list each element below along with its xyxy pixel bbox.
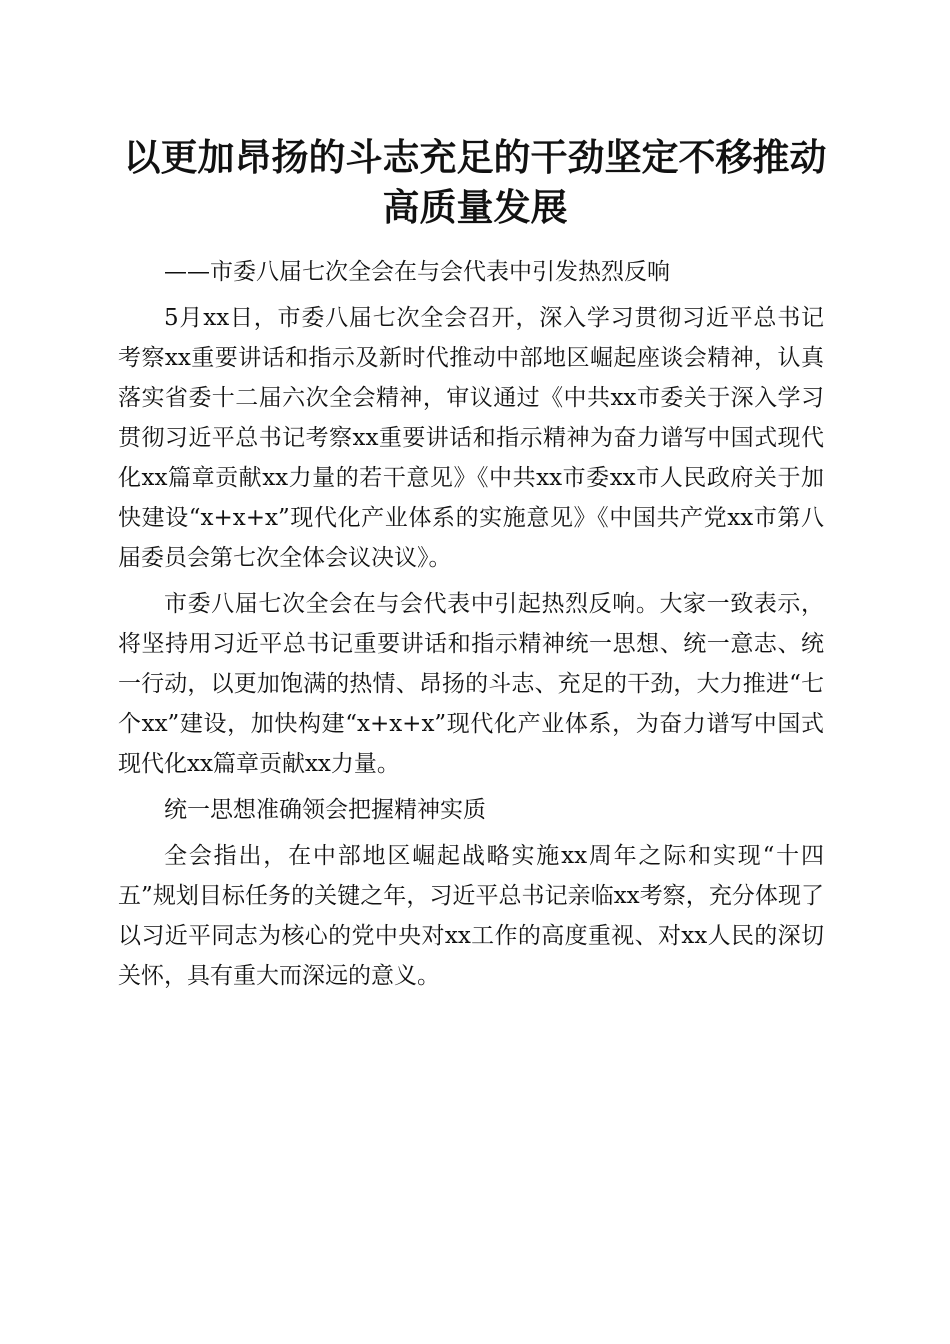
document-subtitle: ——市委八届七次全会在与会代表中引发热烈反响 xyxy=(164,259,670,285)
document-title: 以更加昂扬的斗志充足的干劲坚定不移推动高质量发展 xyxy=(123,135,827,229)
paragraph: 市委八届七次全会在与会代表中引起热烈反响。大家一致表示，将坚持用习近平总书记重要讲话和指示精神统一思想、统一意志、统一行动，以更加饱满的热情、昂扬的斗志、充足的干劲，大力推进“七个xx”建设，加快构建“x+x+x”现代化产业体系，为奋力谱写中国式现代化xx篇章贡献xx力量。 xyxy=(118,591,824,777)
document-body xyxy=(118,252,824,1002)
paragraph: 全会指出，在中部地区崛起战略实施xx周年之际和实现“十四五”规划目标任务的关键之年，习近平总书记亲临xx考察，充分体现了以习近平同志为核心的党中央对xx工作的高度重视、对xx人民的深切关怀，具有重大而深远的意义。 xyxy=(118,843,824,989)
section-heading: 统一思想准确领会把握精神实质 xyxy=(164,797,486,823)
paragraph: 5月xx日，市委八届七次全会召开，深入学习贯彻习近平总书记考察xx重要讲话和指示及新时代推动中部地区崛起座谈会精神，认真落实省委十二届六次全会精神，审议通过《中共xx市委关于深入学习贯彻习近平总书记考察xx重要讲话和指示精神为奋力谱写中国式现代化xx篇章贡献xx力量的若干意见》《中共xx市委xx市人民政府关于加快建设“x+x+x”现代化产业体系的实施意见》《中国共产党xx市第八届委员会第七次全体会议决议》。 xyxy=(118,305,824,571)
